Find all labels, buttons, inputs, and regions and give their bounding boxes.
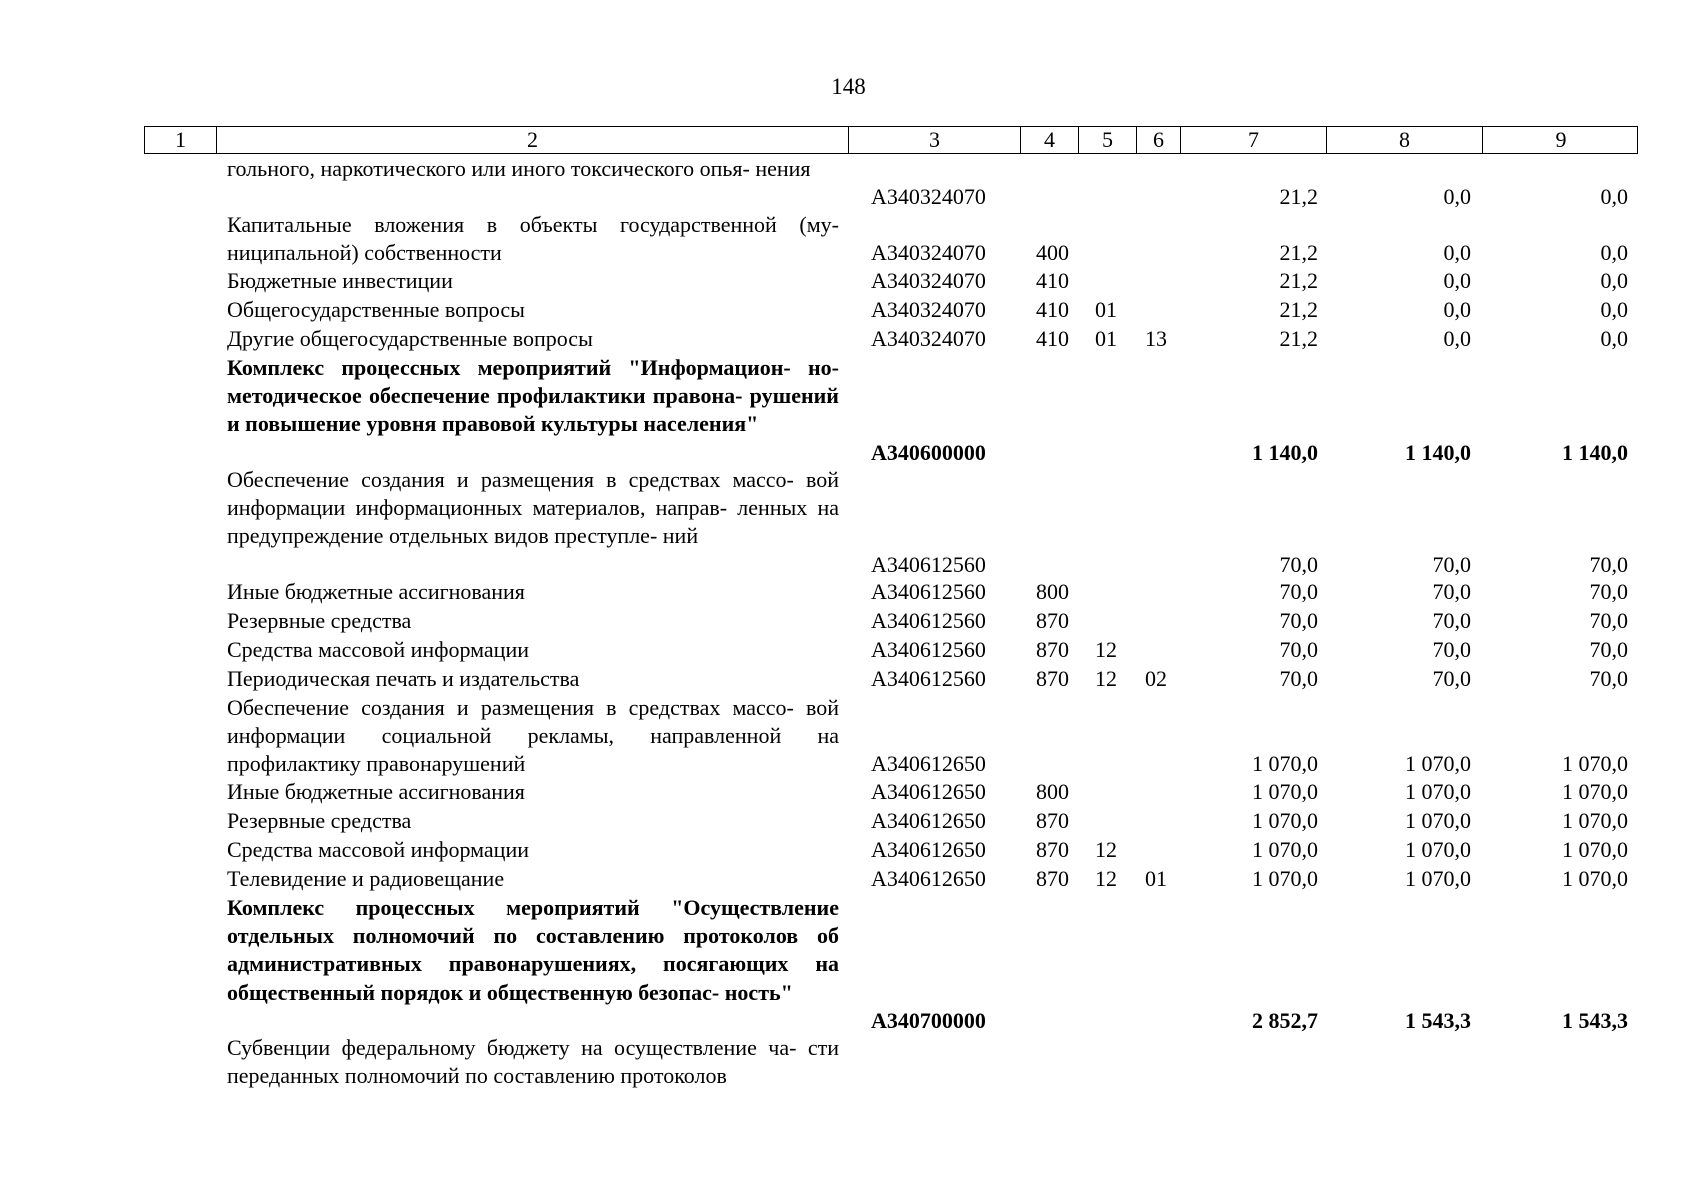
row-value-8: 70,0 <box>1432 637 1471 662</box>
row-value-9: 0,0 <box>1600 326 1628 351</box>
row-col4: 870 <box>1036 666 1069 691</box>
row-value-8: 0,0 <box>1443 297 1471 322</box>
row-value-7: 21,2 <box>1279 326 1318 351</box>
table-row <box>0 578 1697 606</box>
row-col4: 410 <box>1036 268 1069 293</box>
row-value-9: 1 070,0 <box>1562 779 1628 804</box>
row-value-7: 1 140,0 <box>1252 439 1318 465</box>
table-header <box>144 126 1638 154</box>
row-name: Общегосударственные вопросы <box>227 297 525 322</box>
row-code: А340612560 <box>871 637 986 662</box>
row-value-9: 1 070,0 <box>1562 808 1628 833</box>
row-name: Резервные средства <box>227 608 412 633</box>
row-code: А340600000 <box>871 439 986 465</box>
table-row <box>0 296 1697 324</box>
row-col4: 870 <box>1036 837 1069 862</box>
row-name: Иные бюджетные ассигнования <box>227 579 525 604</box>
row-name: Другие общегосударственные вопросы <box>227 326 593 351</box>
row-col4: 870 <box>1036 608 1069 633</box>
row-value-8: 70,0 <box>1432 608 1471 633</box>
row-value-7: 70,0 <box>1279 579 1318 604</box>
row-value-7: 1 070,0 <box>1252 837 1318 862</box>
table-row <box>0 155 1697 211</box>
row-name: гольного, наркотического или иного токсического опья- нения <box>227 156 811 181</box>
row-value-7: 21,2 <box>1279 184 1318 210</box>
row-code: А340612650 <box>871 808 986 833</box>
table-row <box>0 665 1697 693</box>
row-value-9: 1 140,0 <box>1562 439 1628 465</box>
row-value-9: 0,0 <box>1600 297 1628 322</box>
row-col5: 12 <box>1095 866 1117 891</box>
row-col5: 01 <box>1095 326 1117 351</box>
row-name: Субвенции федеральному бюджету на осуществление ча- сти переданных полномочий по составлению протоколов <box>227 1035 839 1089</box>
row-value-7: 1 070,0 <box>1252 866 1318 891</box>
header-cell: 7 <box>1181 127 1327 153</box>
row-col4: 800 <box>1036 779 1069 804</box>
table-row <box>0 778 1697 806</box>
row-value-7: 70,0 <box>1279 637 1318 662</box>
row-value-8: 1 070,0 <box>1405 866 1471 891</box>
row-name: Обеспечение создания и размещения в средствах массо- вой информации информационных материалов, направ- ленных на предупреждение отдельных видов преступле- ний <box>227 467 839 549</box>
row-name: Капитальные вложения в объекты государственной (му- ниципальной) собственности <box>227 212 839 266</box>
row-col6: 13 <box>1145 326 1167 351</box>
row-value-7: 21,2 <box>1279 240 1318 266</box>
row-code: А340324070 <box>871 240 986 266</box>
table-row <box>0 354 1697 467</box>
table-row <box>0 211 1697 267</box>
row-code: А340612560 <box>871 579 986 604</box>
row-value-8: 0,0 <box>1443 326 1471 351</box>
header-cell: 1 <box>145 127 217 153</box>
row-code: А340612560 <box>871 551 986 577</box>
row-code: А340324070 <box>871 268 986 293</box>
row-name: Телевидение и радиовещание <box>227 866 505 891</box>
row-value-8: 0,0 <box>1443 184 1471 210</box>
row-name: Средства массовой информации <box>227 837 529 862</box>
row-value-9: 0,0 <box>1600 268 1628 293</box>
row-code: А340700000 <box>871 1007 986 1033</box>
row-col4: 410 <box>1036 297 1069 322</box>
header-cell: 2 <box>217 127 849 153</box>
row-value-7: 1 070,0 <box>1252 751 1318 777</box>
row-value-7: 1 070,0 <box>1252 779 1318 804</box>
row-value-8: 1 543,3 <box>1405 1007 1471 1033</box>
table-row <box>0 466 1697 579</box>
row-col5: 12 <box>1095 837 1117 862</box>
row-col5: 12 <box>1095 637 1117 662</box>
row-code: А340612650 <box>871 779 986 804</box>
row-value-9: 70,0 <box>1589 608 1628 633</box>
row-value-8: 70,0 <box>1432 551 1471 577</box>
row-value-8: 1 070,0 <box>1405 808 1471 833</box>
table-row <box>0 607 1697 635</box>
row-code: А340324070 <box>871 326 986 351</box>
row-value-8: 70,0 <box>1432 579 1471 604</box>
row-value-8: 1 070,0 <box>1405 779 1471 804</box>
row-value-7: 21,2 <box>1279 297 1318 322</box>
row-value-7: 21,2 <box>1279 268 1318 293</box>
header-cell: 3 <box>849 127 1021 153</box>
row-value-7: 70,0 <box>1279 551 1318 577</box>
row-value-9: 70,0 <box>1589 579 1628 604</box>
row-name: Резервные средства <box>227 808 412 833</box>
row-name: Обеспечение создания и размещения в средствах массо- вой информации социальной рекламы, направленной на профилактику правонарушений <box>227 695 839 777</box>
header-cell: 5 <box>1079 127 1137 153</box>
row-value-9: 70,0 <box>1589 551 1628 577</box>
row-value-7: 2 852,7 <box>1252 1007 1318 1033</box>
row-col6: 01 <box>1145 866 1167 891</box>
row-value-9: 1 543,3 <box>1562 1007 1628 1033</box>
row-value-9: 1 070,0 <box>1562 751 1628 777</box>
row-value-9: 1 070,0 <box>1562 866 1628 891</box>
table-row <box>0 894 1697 1035</box>
row-code: А340612650 <box>871 751 986 777</box>
row-value-8: 0,0 <box>1443 240 1471 266</box>
row-code: А340324070 <box>871 184 986 210</box>
row-col4: 870 <box>1036 808 1069 833</box>
row-code: А340612560 <box>871 666 986 691</box>
row-value-9: 1 070,0 <box>1562 837 1628 862</box>
row-col6: 02 <box>1145 666 1167 691</box>
row-value-7: 1 070,0 <box>1252 808 1318 833</box>
table-row <box>0 267 1697 295</box>
row-col4: 870 <box>1036 866 1069 891</box>
header-cell: 4 <box>1021 127 1079 153</box>
row-value-8: 1 140,0 <box>1405 439 1471 465</box>
row-value-9: 70,0 <box>1589 637 1628 662</box>
row-value-8: 70,0 <box>1432 666 1471 691</box>
row-col5: 01 <box>1095 297 1117 322</box>
row-code: А340612650 <box>871 837 986 862</box>
row-col4: 410 <box>1036 326 1069 351</box>
row-value-9: 0,0 <box>1600 240 1628 266</box>
row-value-7: 70,0 <box>1279 666 1318 691</box>
header-cell: 8 <box>1327 127 1483 153</box>
row-code: А340612650 <box>871 866 986 891</box>
row-code: А340612560 <box>871 608 986 633</box>
row-col4: 870 <box>1036 637 1069 662</box>
row-col5: 12 <box>1095 666 1117 691</box>
row-value-8: 1 070,0 <box>1405 837 1471 862</box>
row-name: Средства массовой информации <box>227 637 529 662</box>
header-cell: 6 <box>1137 127 1181 153</box>
header-cell: 9 <box>1555 127 1567 152</box>
row-name: Иные бюджетные ассигнования <box>227 779 525 804</box>
row-code: А340324070 <box>871 297 986 322</box>
row-value-7: 70,0 <box>1279 608 1318 633</box>
page-number: 148 <box>831 74 866 99</box>
row-value-9: 0,0 <box>1600 184 1628 210</box>
row-col4: 800 <box>1036 579 1069 604</box>
table-row <box>0 836 1697 864</box>
table-row <box>0 807 1697 835</box>
table-row <box>0 1034 1697 1090</box>
row-col4: 400 <box>1036 240 1069 266</box>
table-row <box>0 636 1697 664</box>
row-name: Комплекс процессных мероприятий "Информацион- но-методическое обеспечение профилактики правона- рушений и повышение уровня правовой культуры населения" <box>227 355 839 437</box>
row-value-8: 1 070,0 <box>1405 751 1471 777</box>
row-value-8: 0,0 <box>1443 268 1471 293</box>
row-value-9: 70,0 <box>1589 666 1628 691</box>
row-name: Бюджетные инвестиции <box>227 268 453 293</box>
row-name: Периодическая печать и издательства <box>227 666 580 691</box>
table-row <box>0 325 1697 353</box>
table-row <box>0 865 1697 893</box>
table-row <box>0 694 1697 779</box>
row-name: Комплекс процессных мероприятий "Осуществление отдельных полномочий по составлению протоколов об административных правонарушениях, посягающих на общественный порядок и общественную безопас- ность" <box>227 895 839 1005</box>
